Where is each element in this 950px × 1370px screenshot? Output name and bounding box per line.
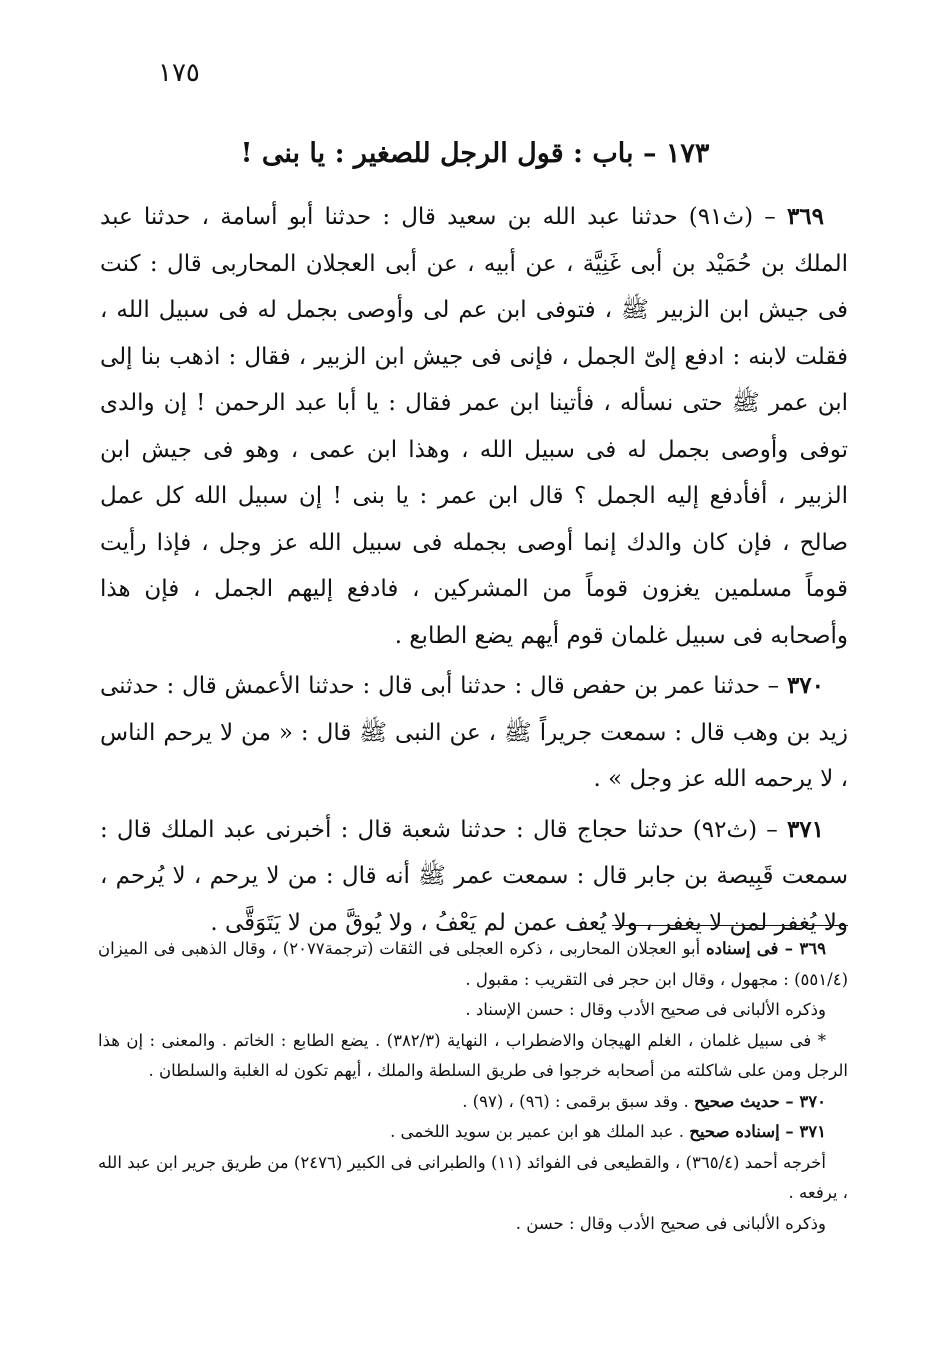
footnote (98, 1087, 848, 1118)
footnote-text: أبو العجلان المحاربى ، ذكره العجلى فى الثقات (ترجمة٢٠٧٧) ، وقال الذهبى فى الميزان (٥٥١/٤) : مجهول ، وقال ابن حجر فى التقريب : مقبول . (98, 939, 848, 989)
footnote-heading: ٣٦٩ – فى إسناده (706, 939, 826, 958)
hadith-paragraph (100, 194, 848, 659)
footnote (98, 995, 848, 1026)
footnotes (98, 934, 848, 1239)
footnote-text: وذكره الألبانى فى صحيح الأدب وقال : حسن . (515, 1213, 826, 1233)
footnote-heading: ٣٧١ – إسناده صحيح (689, 1122, 826, 1141)
hadith-text: – (ث٩١) حدثنا عبد الله بن سعيد قال : حدثنا أبو أسامة ، حدثنا عبد الملك بن حُمَيْد بن أبى غَنِيَّة ، عن أبيه ، عن أبى العجلان المحاربى قال : كنت فى جيش ابن الزبير ﷺ ، فتوفى ابن عم لى وأوصى بجمل له فى سبيل الله ، فقلت لابنه : ادفع إلىّ الجمل ، فإنى فى جيش ابن الزبير ، فقال : اذهب بنا إلى ابن عمر ﷺ حتى نسأله ، فأتينا ابن عمر فقال : يا أبا عبد الرحمن ! إن والدى توفى وأوصى بجمل له فى سبيل الله ، وهذا ابن عمى ، وهو فى جيش ابن الزبير ، أفأدفع إليه الجمل ؟ قال ابن عمر : يا بنى ! إن سبيل الله كل عمل صالح ، فإن كان والدك إنما أوصى بجمله فى سبيل الله عز وجل ، فإذا رأيت قوماً مسلمين يغزون قوماً من المشركين ، فادفع إليهم الجمل ، فإن هذا وأصحابه فى سبيل غلمان قوم أيهم يضع الطابع . (100, 204, 848, 649)
footnote-text: . وقد سبق برقمى : (٩٦) ، (٩٧) . (462, 1091, 694, 1111)
main-text (100, 194, 848, 950)
hadith-text: – (ث٩٢) حدثنا حجاج قال : حدثنا شعبة قال : أخبرنى عبد الملك قال : سمعت قَبِيصة بن جابر قال : سمعت عمر ﷺ أنه قال : من لا يرحم ، لا يُرحم ، ولا يُغفر لمن لا يغفر ، ولا يُعف عمن لم يَعْفُ ، ولا يُوقَّ من لا يَتَوَقَّى . (100, 816, 848, 936)
footnote (98, 934, 848, 995)
hadith-number: ٣٧١ (786, 815, 825, 843)
hadith-paragraph (100, 663, 848, 803)
footnote-separator (612, 925, 848, 926)
footnote-heading: ٣٧٠ – حديث صحيح (693, 1091, 826, 1111)
footnote-text: * فى سبيل غلمان ، الغلم الهيجان والاضطراب ، النهاية (٣٨٢/٣) . يضع الطابع : الخاتم . والمعنى : إن هذا الرجل ومن على شاكلته من أصحابه خرجوا فى طريق السلطة والملك ، أيهم تكون له الغلبة والسلطان . (98, 1030, 848, 1080)
page-number: ١٧٥ (158, 58, 200, 88)
hadith-number: ٣٧٠ (786, 672, 824, 699)
footnote-text: وذكره الألبانى فى صحيح الأدب وقال : حسن الإسناد . (465, 1000, 826, 1019)
hadith-text: – حدثنا عمر بن حفص قال : حدثنا أبى قال : حدثنا الأعمش قال : حدثنى زيد بن وهب قال : سمعت جريراً ﷺ ، عن النبى ﷺ قال : « من لا يرحم الناس ، لا يرحمه الله عز وجل » . (100, 673, 848, 792)
footnote (98, 1026, 848, 1087)
chapter-title: ١٧٣ – باب : قول الرجل للصغير : يا بنى ! (240, 138, 710, 169)
hadith-number: ٣٦٩ (786, 203, 824, 230)
footnote (98, 1117, 848, 1148)
footnote (98, 1209, 848, 1240)
footnote-text: أخرجه أحمد (٣٦٥/٤) ، والقطيعى فى الفوائد (١١) والطبرانى فى الكبير (٢٤٧٦) من طريق جرير ابن عبد الله ، يرفعه . (98, 1152, 848, 1202)
footnote-text: . عبد الملك هو ابن عمير بن سويد اللخمى . (390, 1122, 690, 1141)
footnote (98, 1148, 848, 1209)
